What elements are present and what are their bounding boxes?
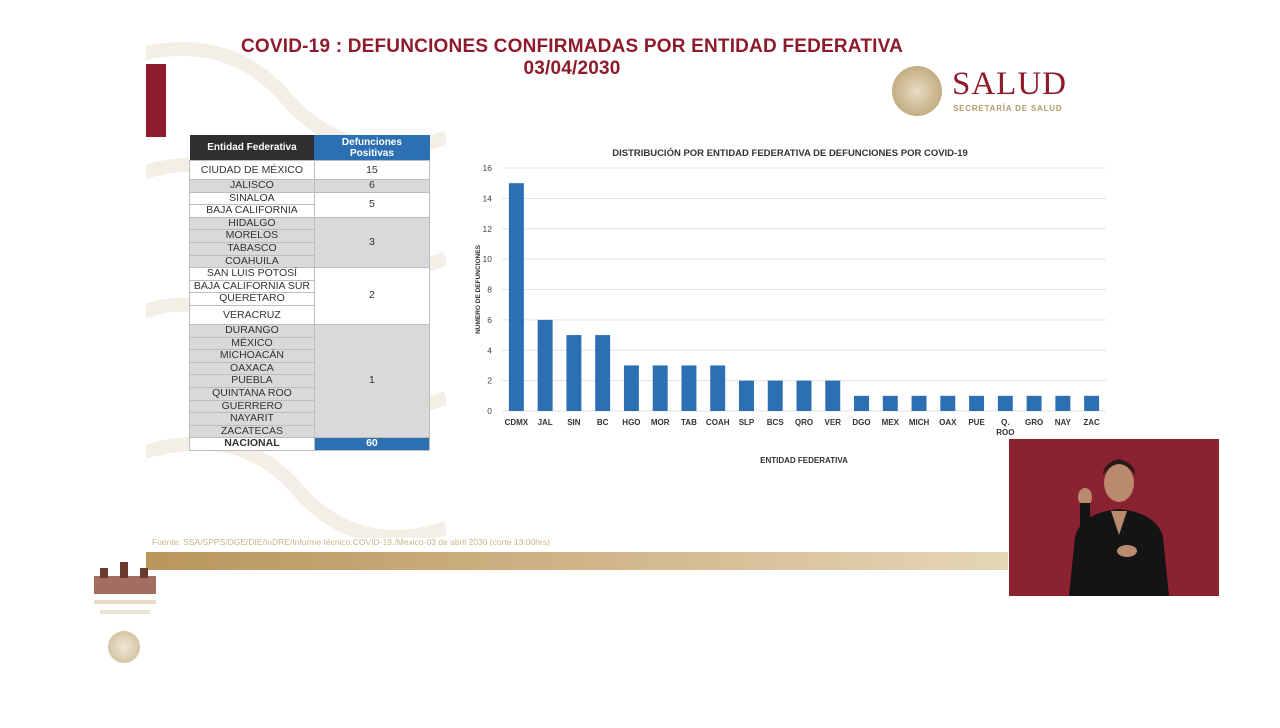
total-label: NACIONAL: [190, 438, 315, 451]
x-tick-label: MEX: [881, 418, 899, 427]
bar: [509, 183, 524, 411]
header-deaths-line1: Defunciones: [341, 136, 402, 148]
value-cell: 2: [314, 268, 429, 325]
deaths-bar-chart: [470, 140, 1120, 470]
bar: [912, 396, 927, 411]
entity-cell: JALISCO: [190, 180, 315, 193]
bar: [969, 396, 984, 411]
x-tick-label: OAX: [939, 418, 957, 427]
entity-cell: PUEBLA: [190, 375, 315, 388]
chart-title: DISTRIBUCIÓN POR ENTIDAD FEDERATIVA DE DEFUNCIONES POR COVID-19: [612, 148, 968, 159]
salud-logo: [892, 66, 1092, 120]
page-title: [190, 36, 954, 80]
entity-cell: OAXACA: [190, 362, 315, 375]
bar: [768, 381, 783, 411]
bar: [681, 365, 696, 411]
entity-cell: QUINTANA ROO: [190, 387, 315, 400]
value-cell: 1: [314, 324, 429, 437]
bar: [653, 365, 668, 411]
x-tick-label: JAL: [537, 418, 553, 427]
entity-cell: MICHOACÁN: [190, 350, 315, 363]
x-tick-label: NAY: [1054, 418, 1071, 427]
deaths-table: [189, 135, 430, 451]
logo-subtitle: SECRETARÍA DE SALUD: [953, 104, 1063, 113]
bar: [797, 381, 812, 411]
bar: [854, 396, 869, 411]
bar: [739, 381, 754, 411]
value-cell: 15: [314, 161, 429, 180]
entity-cell: HIDALGO: [190, 217, 315, 230]
small-seal-icon: [108, 631, 140, 663]
total-row: [190, 438, 430, 451]
title-date: 03/04/2030: [523, 58, 621, 79]
y-tick-label: 14: [482, 193, 492, 204]
x-tick-label: ROO: [996, 428, 1015, 437]
x-tick-label: SLP: [738, 418, 755, 427]
source-note: Fuente: SSA/SPPS/DGE/DIE/InDRE/Informe técnico.COVID-19./Mexico-03 de abril 2030 (corte 13:00hrs): [152, 537, 550, 547]
bar: [825, 381, 840, 411]
table-row: [190, 217, 430, 230]
x-tick-label: GRO: [1024, 418, 1044, 427]
y-tick-label: 2: [487, 375, 492, 386]
x-tick-label: TAB: [681, 418, 697, 427]
logo-wordmark: SALUD: [952, 66, 1068, 102]
x-tick-label: Q.: [1001, 418, 1010, 427]
x-tick-label: MICH: [908, 418, 930, 427]
y-axis-title: NUMERO DE DEFUNCIONES: [475, 245, 482, 334]
table-row: [190, 268, 430, 281]
bar: [624, 365, 639, 411]
entity-cell: MORELOS: [190, 230, 315, 243]
entity-cell: VERACRUZ: [190, 305, 315, 324]
value-cell: 5: [314, 192, 429, 217]
x-tick-label: SIN: [567, 418, 581, 427]
heritage-emblem-icon: [90, 558, 160, 628]
entity-cell: TABASCO: [190, 242, 315, 255]
entity-cell: BAJA CALIFORNIA SUR: [190, 280, 315, 293]
entity-cell: SINALOA: [190, 192, 315, 205]
entity-cell: QUERETARO: [190, 293, 315, 306]
header-entity: Entidad Federativa: [190, 135, 315, 161]
entity-cell: NAYARIT: [190, 413, 315, 426]
x-tick-label: CDMX: [504, 418, 529, 427]
table-row: [190, 180, 430, 193]
x-tick-label: ZAC: [1083, 418, 1100, 427]
entity-cell: GUERRERO: [190, 400, 315, 413]
table-row: [190, 161, 430, 180]
bar: [595, 335, 610, 411]
bar: [710, 365, 725, 411]
entity-cell: CIUDAD DE MÉXICO: [190, 161, 315, 180]
bar: [883, 396, 898, 411]
x-tick-label: BCS: [766, 418, 784, 427]
title-line-1: COVID-19 : DEFUNCIONES CONFIRMADAS POR ENTIDAD FEDERATIVA: [240, 36, 903, 57]
national-seal-icon: [892, 66, 942, 116]
y-tick-label: 6: [487, 314, 492, 325]
entity-cell: SAN LUIS POTOSÍ: [190, 268, 315, 281]
entity-cell: ZACATECAS: [190, 425, 315, 438]
header-deaths-line2: Positivas: [349, 147, 394, 159]
x-tick-label: DGO: [852, 418, 871, 427]
x-tick-label: COAH: [705, 418, 730, 427]
entity-cell: DURANGO: [190, 324, 315, 337]
table-row: [190, 192, 430, 205]
bar: [940, 396, 955, 411]
x-tick-label: VER: [824, 418, 841, 427]
sign-language-interpreter: [1009, 439, 1219, 596]
entity-cell: COAHUILA: [190, 255, 315, 268]
x-tick-label: QRO: [794, 418, 814, 427]
bar: [538, 320, 553, 411]
bar: [566, 335, 581, 411]
accent-tab: [146, 64, 166, 137]
y-tick-label: 12: [482, 223, 492, 234]
value-cell: 6: [314, 180, 429, 193]
x-tick-label: BC: [596, 418, 609, 427]
bar: [1027, 396, 1042, 411]
y-tick-label: 8: [487, 284, 492, 295]
bar: [998, 396, 1013, 411]
interpreter-figure-icon: [1009, 439, 1219, 596]
y-tick-label: 0: [487, 406, 492, 416]
x-axis-title: ENTIDAD FEDERATIVA: [760, 456, 848, 465]
entity-cell: MÉXICO: [190, 337, 315, 350]
x-tick-label: MOR: [650, 418, 670, 427]
y-tick-label: 16: [482, 163, 492, 173]
header-deaths: [314, 135, 429, 161]
footer-gold-bar: [146, 552, 1008, 570]
x-tick-label: PUE: [968, 418, 985, 427]
total-value: 60: [314, 438, 429, 451]
x-tick-label: HGO: [622, 418, 641, 427]
y-tick-label: 10: [482, 254, 492, 265]
table-row: [190, 324, 430, 337]
bar: [1084, 396, 1099, 411]
value-cell: 3: [314, 217, 429, 267]
bar: [1055, 396, 1070, 411]
y-tick-label: 4: [487, 345, 492, 356]
table-header: [190, 135, 430, 161]
entity-cell: BAJA CALIFORNIA: [190, 205, 315, 218]
